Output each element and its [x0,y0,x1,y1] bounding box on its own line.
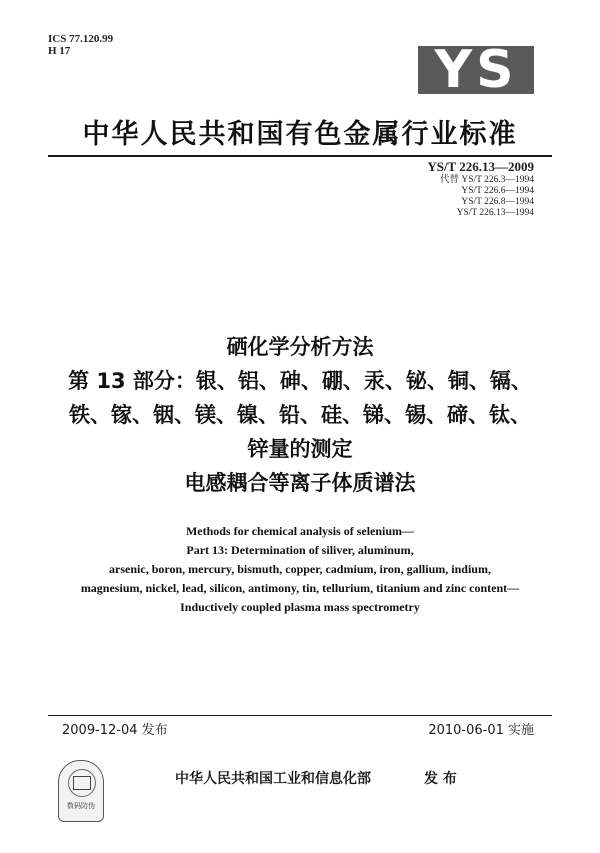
english-title-line: Inductively coupled plasma mass spectrometry [180,600,420,614]
standard-code: YS/T 226.13—2009 [427,159,534,174]
chinese-title-line: 锌量的测定 [247,437,353,461]
replaces-line: 代替 YS/T 226.3—1994 [439,175,534,185]
chinese-title-line: 硒化学分析方法 [226,335,374,359]
replaces-line: YS/T 226.6—1994 [461,186,534,196]
publisher-name: 中华人民共和国工业和信息化部 [175,771,371,787]
standard-code-block [427,158,534,219]
classification-block [48,33,113,57]
english-title-line: magnesium, nickel, lead, silicon, antimony, tin, tellurium, titanium and zinc content— [80,581,520,595]
ics-code: ICS 77.120.99 [48,33,114,45]
issue-date: 2009-12-04 发布 [62,723,168,738]
chinese-title [0,330,600,500]
english-title-line: Part 13: Determination of siliver, aluminum, [186,543,414,557]
chinese-title-line: 铁、镓、铟、镁、镍、铅、硅、锑、锡、碲、钛、 [69,403,531,427]
chinese-title-line: 电感耦合等离子体质谱法 [184,471,416,495]
replaces-line: YS/T 226.8—1994 [461,197,534,207]
publish-label: 发 布 [424,771,457,787]
english-title-line: Methods for chemical analysis of selenium— [185,524,415,538]
header-divider [48,155,552,157]
english-title [0,522,600,617]
group-code: H 17 [48,45,71,57]
ys-logo: YS [418,46,534,94]
english-title-line: arsenic, boron, mercury, bismuth, copper, cadmium, iron, gallium, indium, [109,562,491,576]
standard-category-title: 中华人民共和国有色金属行业标准 [82,119,518,150]
anti-counterfeit-seal [58,760,104,822]
chinese-title-line: 第 13 部分：银、铝、砷、硼、汞、铋、铜、镉、 [68,369,532,393]
footer-divider [48,715,552,716]
seal-label: 数码防伪 [67,802,95,810]
seal-box-icon [73,776,91,790]
implementation-date: 2010-06-01 实施 [428,723,534,738]
replaces-line: YS/T 226.13—1994 [456,208,534,218]
